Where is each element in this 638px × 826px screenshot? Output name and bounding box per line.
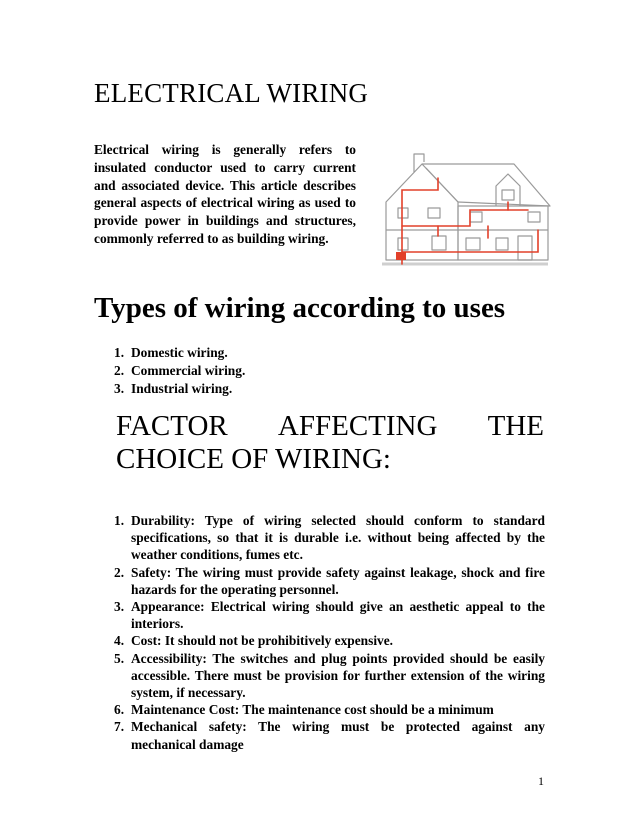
- uses-list: [114, 344, 414, 397]
- intro-paragraph: Electrical wiring is generally refers to insulated conductor used to carry current and associated device. This article describes general aspects of electrical wiring as used to provide power in buildings and structures, commonly referred to as building wiring.: [94, 142, 356, 246]
- section-heading-factors: [116, 410, 544, 476]
- heading-line-1: FACTOR AFFECTING THE: [116, 410, 544, 442]
- document-title: ELECTRICAL WIRING: [94, 78, 369, 108]
- list-item: 3. Appearance: Electrical wiring should give an aesthetic appeal to the interiors.: [114, 599, 545, 632]
- list-item: 4. Cost: It should not be prohibitively expensive.: [114, 633, 394, 649]
- list-item: 1. Domestic wiring.: [114, 345, 228, 360]
- list-item: 5. Accessibility: The switches and plug points provided should be easily accessible. There must be provision for further extension of the wiring system, if necessary.: [114, 650, 545, 701]
- page-number: 1: [538, 774, 544, 788]
- list-item: 1. Durability: Type of wiring selected should conform to standard specifications, so that it is durable i.e. without being affected by the weather conditions, fumes etc.: [114, 513, 545, 563]
- list-item: 2. Safety: The wiring must provide safety against leakage, shock and fire hazards for the operating personnel.: [114, 564, 545, 597]
- section-heading-uses: Types of wiring according to uses: [94, 292, 506, 324]
- heading-line-2: CHOICE OF WIRING:: [116, 443, 391, 475]
- house-wiring-icon: [378, 148, 554, 272]
- list-item: 3. Industrial wiring.: [114, 380, 233, 396]
- factors-list: [114, 512, 545, 753]
- list-item: 7. Mechanical safety: The wiring must be protected against any mechanical damage: [114, 719, 545, 752]
- list-item: 6. Maintenance Cost: The maintenance cost should be a minimum: [114, 702, 494, 718]
- list-item: 2. Commercial wiring.: [114, 362, 246, 378]
